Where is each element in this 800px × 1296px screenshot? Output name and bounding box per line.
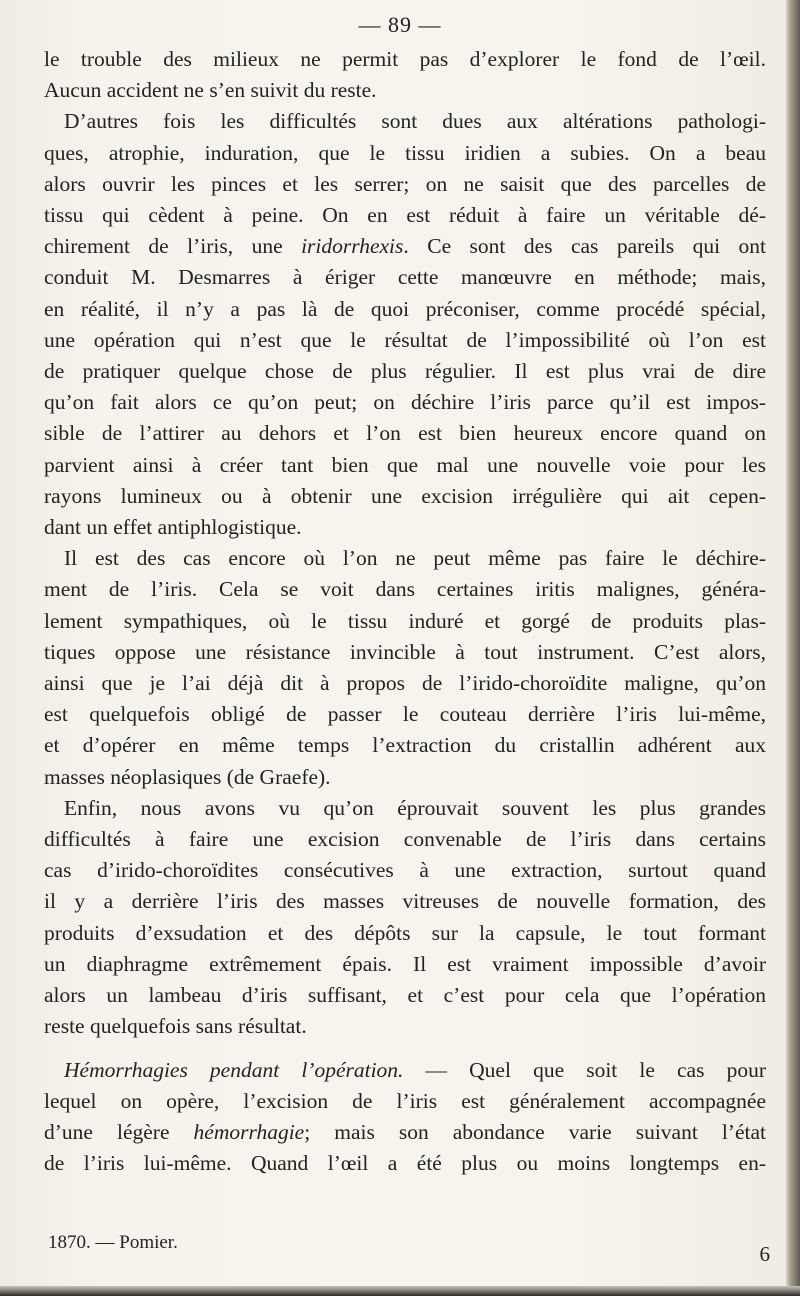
text-line: une opération qui n’est que le résultat de l’impossibilité où l’on est: [44, 327, 766, 352]
text-line: il y a derrière l’iris des masses vitreuses de nouvelle formation, des: [44, 889, 766, 914]
text-line: de pratiquer quelque chose de plus régulier. Il est plus vrai de dire: [44, 359, 766, 384]
signature-mark: 6: [759, 1242, 770, 1266]
text-line: tissu qui cèdent à peine. On en est réduit à faire un véritable dé-: [44, 203, 766, 228]
body-text: [44, 44, 766, 1179]
text-line: alors un lambeau d’iris suffisant, et c’est pour cela que l’opération: [44, 983, 766, 1008]
page-edge-shadow: [786, 0, 800, 1296]
text-line: D’autres fois les difficultés sont dues aux altérations pathologi-: [64, 109, 766, 134]
text-line: tiques oppose une résistance invincible à tout instrument. C’est alors,: [44, 639, 766, 664]
paragraph: [44, 1055, 766, 1180]
text-line: Il est des cas encore où l’on ne peut même pas faire le déchire-: [64, 546, 766, 571]
text-line: alors ouvrir les pinces et les serrer; on ne saisit que des parcelles de: [44, 171, 766, 196]
text-line: Enfin, nous avons vu qu’on éprouvait souvent les plus grandes: [64, 795, 766, 820]
text-line: un diaphragme extrêmement épais. Il est vraiment impossible d’avoir: [44, 951, 766, 976]
text-line: et d’opérer en même temps l’extraction du cristallin adhérent aux: [44, 733, 766, 758]
paragraph: [44, 793, 766, 1043]
text-line: parvient ainsi à créer tant bien que mal une nouvelle voie pour les: [44, 452, 766, 477]
text-line: ainsi que je l’ai déjà dit à propos de l’irido-choroïdite maligne, qu’on: [44, 671, 766, 696]
text-line: rayons lumineux ou à obtenir une excision irrégulière qui ait cepen-: [44, 483, 766, 508]
text-line: ques, atrophie, induration, que le tissu iridien a subies. On a beau: [44, 140, 766, 165]
text-line: de l’iris lui-même. Quand l’œil a été plus ou moins longtemps en-: [44, 1151, 766, 1176]
text-line: en réalité, il n’y a pas là de quoi préconiser, comme procédé spécial,: [44, 296, 766, 321]
paragraph: [44, 106, 766, 543]
page-number: — 89 —: [358, 12, 442, 37]
section-gap: [44, 1043, 766, 1055]
text-line: ment de l’iris. Cela se voit dans certaines iritis malignes, généra-: [44, 577, 766, 602]
printer-imprint: 1870. — Pomier.: [48, 1232, 178, 1253]
page-footer: [48, 1232, 770, 1266]
text-line: le trouble des milieux ne permit pas d’explorer le fond de l’œil.: [44, 47, 766, 71]
text-line: Hémorrhagies pendant l’opération. — Quel que soit le cas pour: [64, 1057, 766, 1082]
text-line: conduit M. Desmarres à ériger cette manœuvre en méthode; mais,: [44, 265, 766, 290]
text-line: produits d’exsudation et des dépôts sur la capsule, le tout formant: [44, 920, 766, 945]
text-line: qu’on fait alors ce qu’on peut; on déchire l’iris parce qu’il est impos-: [44, 390, 766, 415]
text-line: masses néoplasiques (de Graefe).: [44, 764, 331, 789]
text-line: dant un effet antiphlogistique.: [44, 515, 302, 540]
text-line: Aucun accident ne s’en suivit du reste.: [44, 78, 377, 103]
text-line: d’une légère hémorrhagie; mais son abondance varie suivant l’état: [44, 1119, 766, 1144]
paragraph: [44, 543, 766, 793]
text-line: cas d’irido-choroïdites consécutives à une extraction, surtout quand: [44, 858, 766, 883]
text-line: sible de l’attirer au dehors et l’on est bien heureux encore quand on: [44, 421, 766, 446]
text-line: difficultés à faire une excision convenable de l’iris dans certains: [44, 827, 766, 852]
text-line: lement sympathiques, où le tissu induré et gorgé de produits plas-: [44, 608, 766, 633]
text-line: est quelquefois obligé de passer le couteau derrière l’iris lui-même,: [44, 702, 766, 727]
paragraph: [44, 44, 766, 106]
text-line: lequel on opère, l’excision de l’iris est généralement accompagnée: [44, 1088, 766, 1113]
text-line: chirement de l’iris, une iridorrhexis. Ce sont des cas pareils qui ont: [44, 234, 766, 259]
text-line: reste quelquefois sans résultat.: [44, 1014, 307, 1039]
page-bottom-shadow: [0, 1286, 800, 1296]
